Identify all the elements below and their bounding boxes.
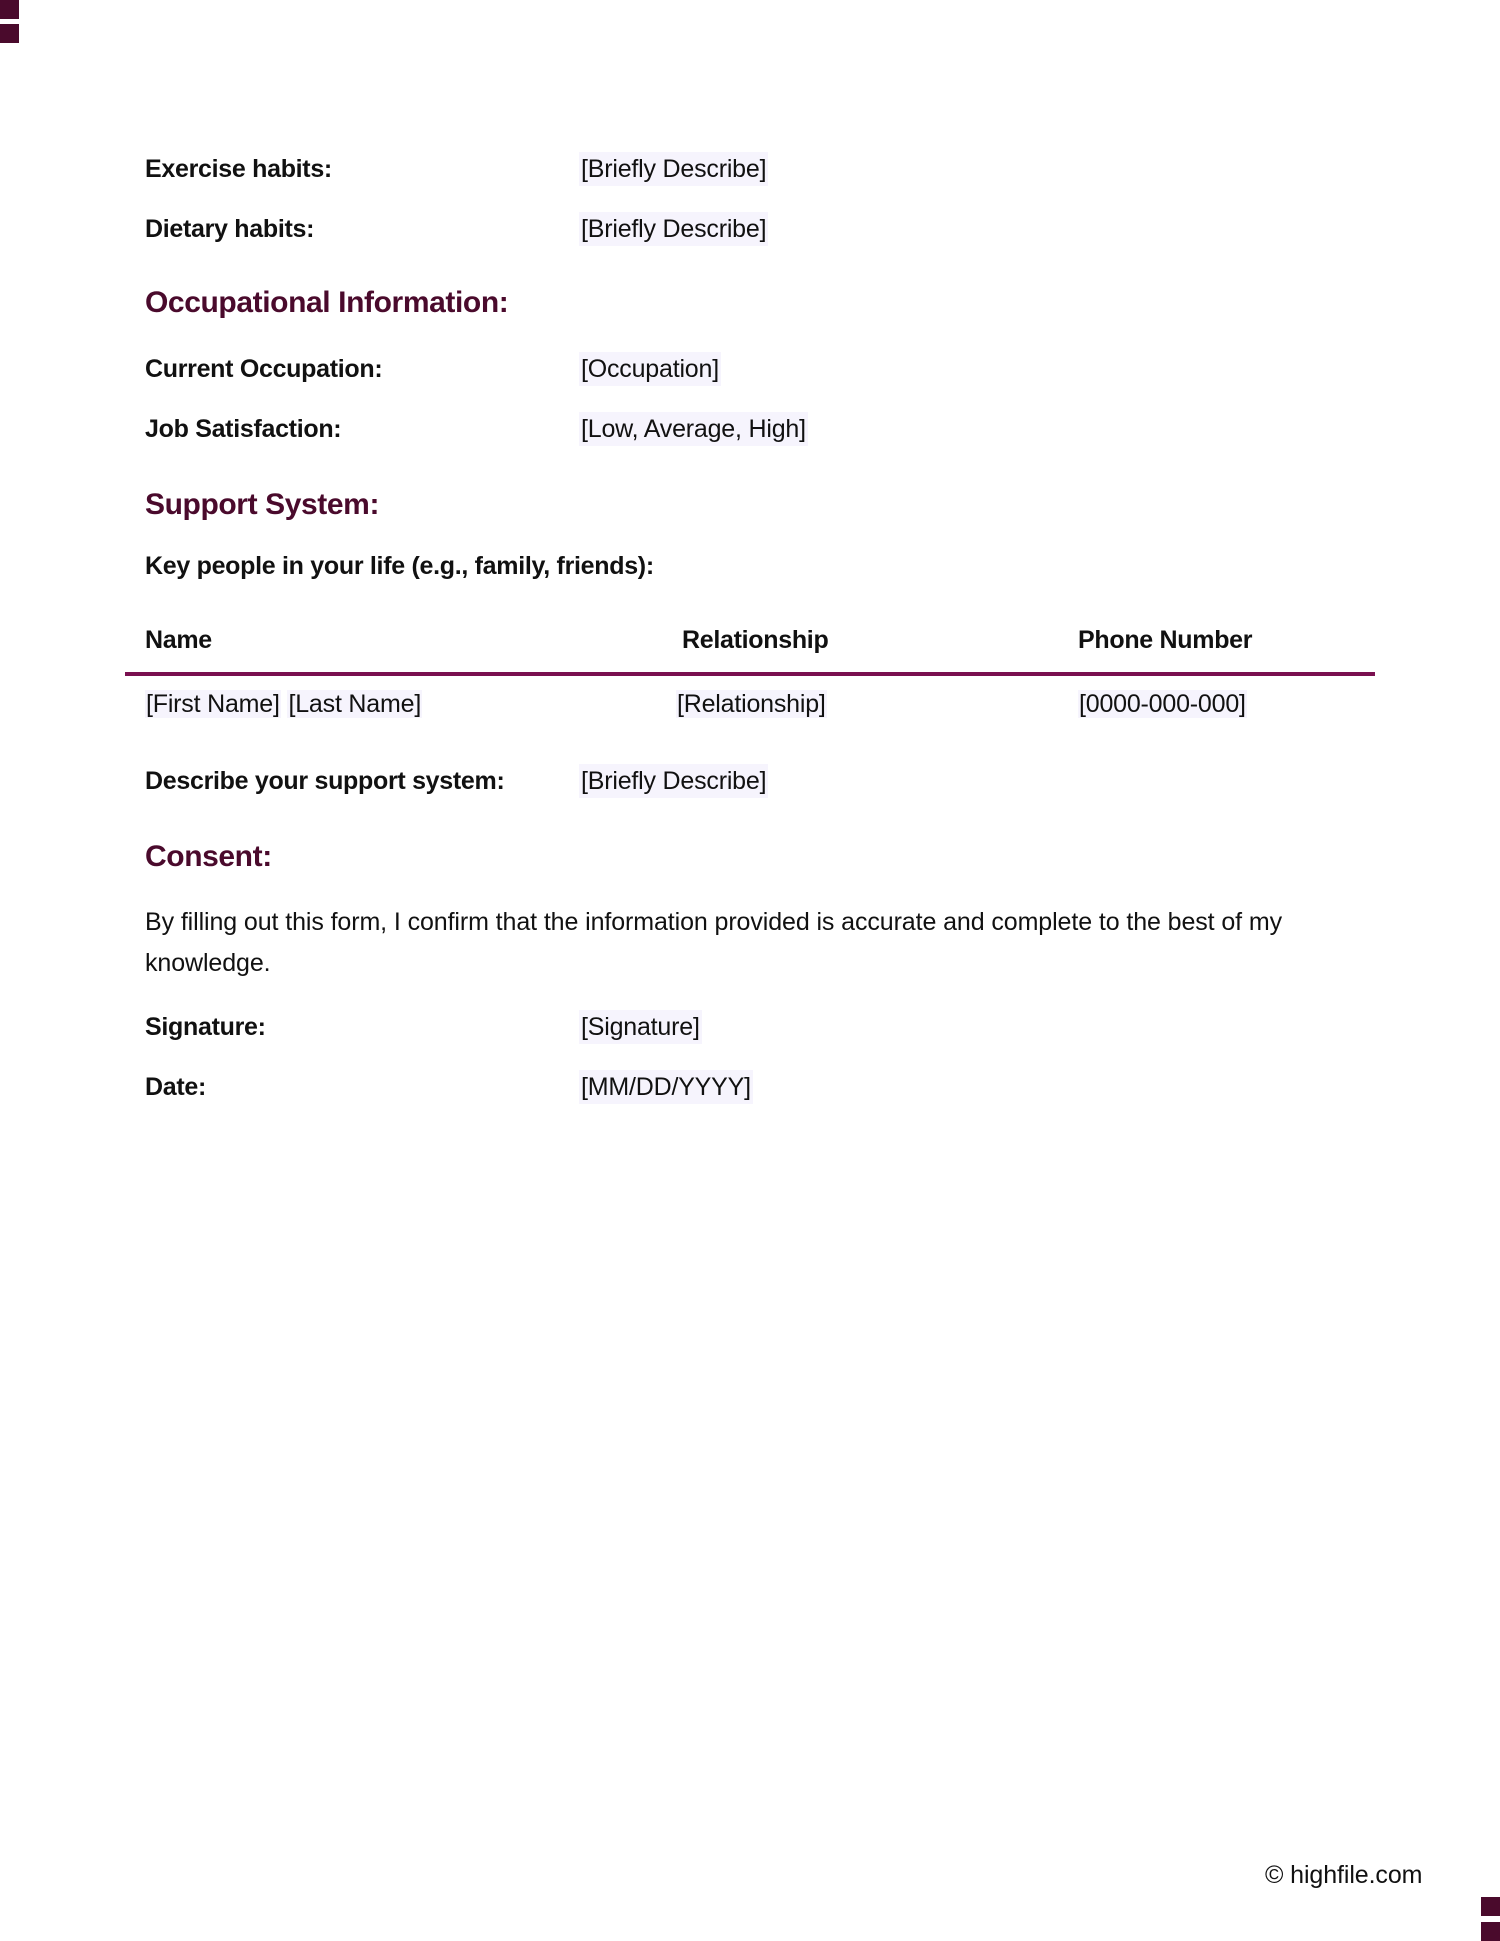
dietary-habits-input[interactable]: [Briefly Describe] bbox=[579, 212, 768, 246]
column-header-relationship: Relationship bbox=[682, 626, 829, 654]
signature-input[interactable]: [Signature] bbox=[579, 1010, 702, 1044]
field-label: Date: bbox=[145, 1073, 207, 1101]
field-dietary-habits bbox=[145, 212, 1375, 246]
field-describe-support bbox=[145, 764, 1375, 798]
field-job-satisfaction bbox=[145, 412, 1375, 446]
phone-cell bbox=[1078, 690, 1247, 719]
exercise-habits-input[interactable]: [Briefly Describe] bbox=[579, 152, 768, 186]
field-label: Dietary habits: bbox=[145, 215, 315, 243]
corner-decoration-top-1 bbox=[0, 0, 19, 19]
support-description-input[interactable]: [Briefly Describe] bbox=[579, 764, 768, 798]
column-header-name: Name bbox=[145, 626, 212, 654]
table-header-rule bbox=[125, 672, 1375, 676]
field-label: Signature: bbox=[145, 1013, 266, 1041]
field-label: Current Occupation: bbox=[145, 355, 383, 383]
occupation-input[interactable]: [Occupation] bbox=[579, 352, 721, 386]
consent-statement: By filling out this form, I confirm that the information provided is accurate and complete to the best of my knowledge. bbox=[145, 908, 1282, 977]
field-exercise-habits bbox=[145, 152, 1375, 186]
first-name-input[interactable]: [First Name] bbox=[146, 690, 280, 718]
relationship-cell bbox=[676, 690, 827, 719]
footer-copyright: © highfile.com bbox=[1265, 1861, 1423, 1889]
column-header-phone: Phone Number bbox=[1078, 626, 1253, 654]
field-label: Describe your support system: bbox=[145, 767, 505, 795]
corner-decoration-bottom-2 bbox=[1481, 1922, 1500, 1941]
phone-input[interactable]: [0000-000-000] bbox=[1079, 690, 1246, 718]
last-name-input[interactable]: [Last Name] bbox=[288, 690, 422, 718]
field-label: Job Satisfaction: bbox=[145, 415, 342, 443]
section-heading-consent: Consent: bbox=[145, 840, 272, 873]
field-label: Exercise habits: bbox=[145, 155, 332, 183]
job-satisfaction-input[interactable]: [Low, Average, High] bbox=[579, 412, 808, 446]
date-input[interactable]: [MM/DD/YYYY] bbox=[579, 1070, 753, 1104]
relationship-input[interactable]: [Relationship] bbox=[677, 690, 826, 718]
name-cell bbox=[145, 690, 422, 719]
field-signature bbox=[145, 1010, 1375, 1044]
field-current-occupation bbox=[145, 352, 1375, 386]
field-date bbox=[145, 1070, 1375, 1104]
section-heading-support: Support System: bbox=[145, 488, 380, 521]
corner-decoration-top-2 bbox=[0, 24, 19, 43]
section-heading-occupational: Occupational Information: bbox=[145, 286, 509, 319]
corner-decoration-bottom-1 bbox=[1481, 1897, 1500, 1916]
key-people-label: Key people in your life (e.g., family, friends): bbox=[145, 552, 654, 580]
